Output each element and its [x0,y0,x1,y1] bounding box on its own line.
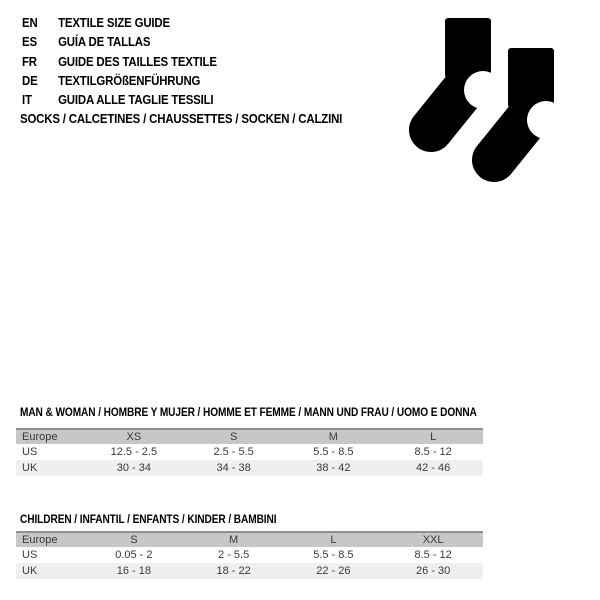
language-label: GUÍA DE TALLAS [58,34,151,50]
size-cell: 8.5 - 12 [414,549,452,561]
size-cell: 2 - 5.5 [218,549,250,561]
column-header: Europe [22,431,58,443]
language-label: GUIDA ALLE TAGLIE TESSILI [58,92,214,108]
size-cell: 18 - 22 [216,565,251,577]
language-row [22,13,217,32]
table-row [16,460,483,476]
column-header: L [330,534,337,546]
size-cell: 2.5 - 5.5 [213,446,254,458]
column-header: XXL [422,534,444,546]
table-title: MAN & WOMAN / HOMBRE Y MUJER / HOMME ET FEMME / MANN UND FRAU / UOMO E DONNA [20,407,477,419]
size-cell: 8.5 - 12 [414,446,452,458]
language-row [22,71,217,90]
language-code: DE [22,72,38,88]
column-header: S [130,534,138,546]
size-table-children [16,531,483,579]
language-row [22,32,217,51]
category-title: SOCKS / CALCETINES / CHAUSSETTES / SOCKEN / CALZINI [20,111,343,126]
table-row [16,547,483,563]
language-row [22,90,217,109]
language-label: GUIDE DES TAILLES TEXTILE [58,53,217,69]
language-code: EN [22,15,38,30]
language-label: TEXTILE SIZE GUIDE [58,15,170,30]
size-cell: 26 - 30 [416,565,451,577]
size-table-man-woman [16,428,483,476]
region-cell: US [22,549,38,561]
column-header: M [229,534,239,546]
region-cell: UK [22,462,38,474]
table-header-row [16,428,483,444]
region-cell: UK [22,565,38,577]
column-header: L [430,431,437,443]
size-cell: 5.5 - 8.5 [313,549,354,561]
size-cell: 22 - 26 [316,565,351,577]
table-title: CHILDREN / INFANTIL / ENFANTS / KINDER / BAMBINI [20,514,277,526]
table-header-row [16,531,483,547]
size-cell: 38 - 42 [316,462,351,474]
column-header: Europe [22,534,58,546]
column-header: M [328,431,338,443]
size-cell: 30 - 34 [116,462,151,474]
size-cell: 42 - 46 [416,462,451,474]
socks-icon [405,10,565,195]
size-cell: 5.5 - 8.5 [313,446,354,458]
language-code: ES [22,34,37,50]
language-label: TEXTILGRÖßENFÜHRUNG [58,72,201,88]
table-row [16,444,483,460]
size-cell: 0.05 - 2 [115,549,153,561]
region-cell: US [22,446,38,458]
language-code: IT [22,92,32,108]
language-list [22,13,217,109]
column-header: S [229,431,238,443]
size-cell: 12.5 - 2.5 [110,446,158,458]
column-header: XS [126,431,142,443]
language-code: FR [22,53,37,69]
size-cell: 34 - 38 [216,462,251,474]
language-row [22,52,217,71]
size-cell: 16 - 18 [116,565,151,577]
table-row [16,563,483,579]
